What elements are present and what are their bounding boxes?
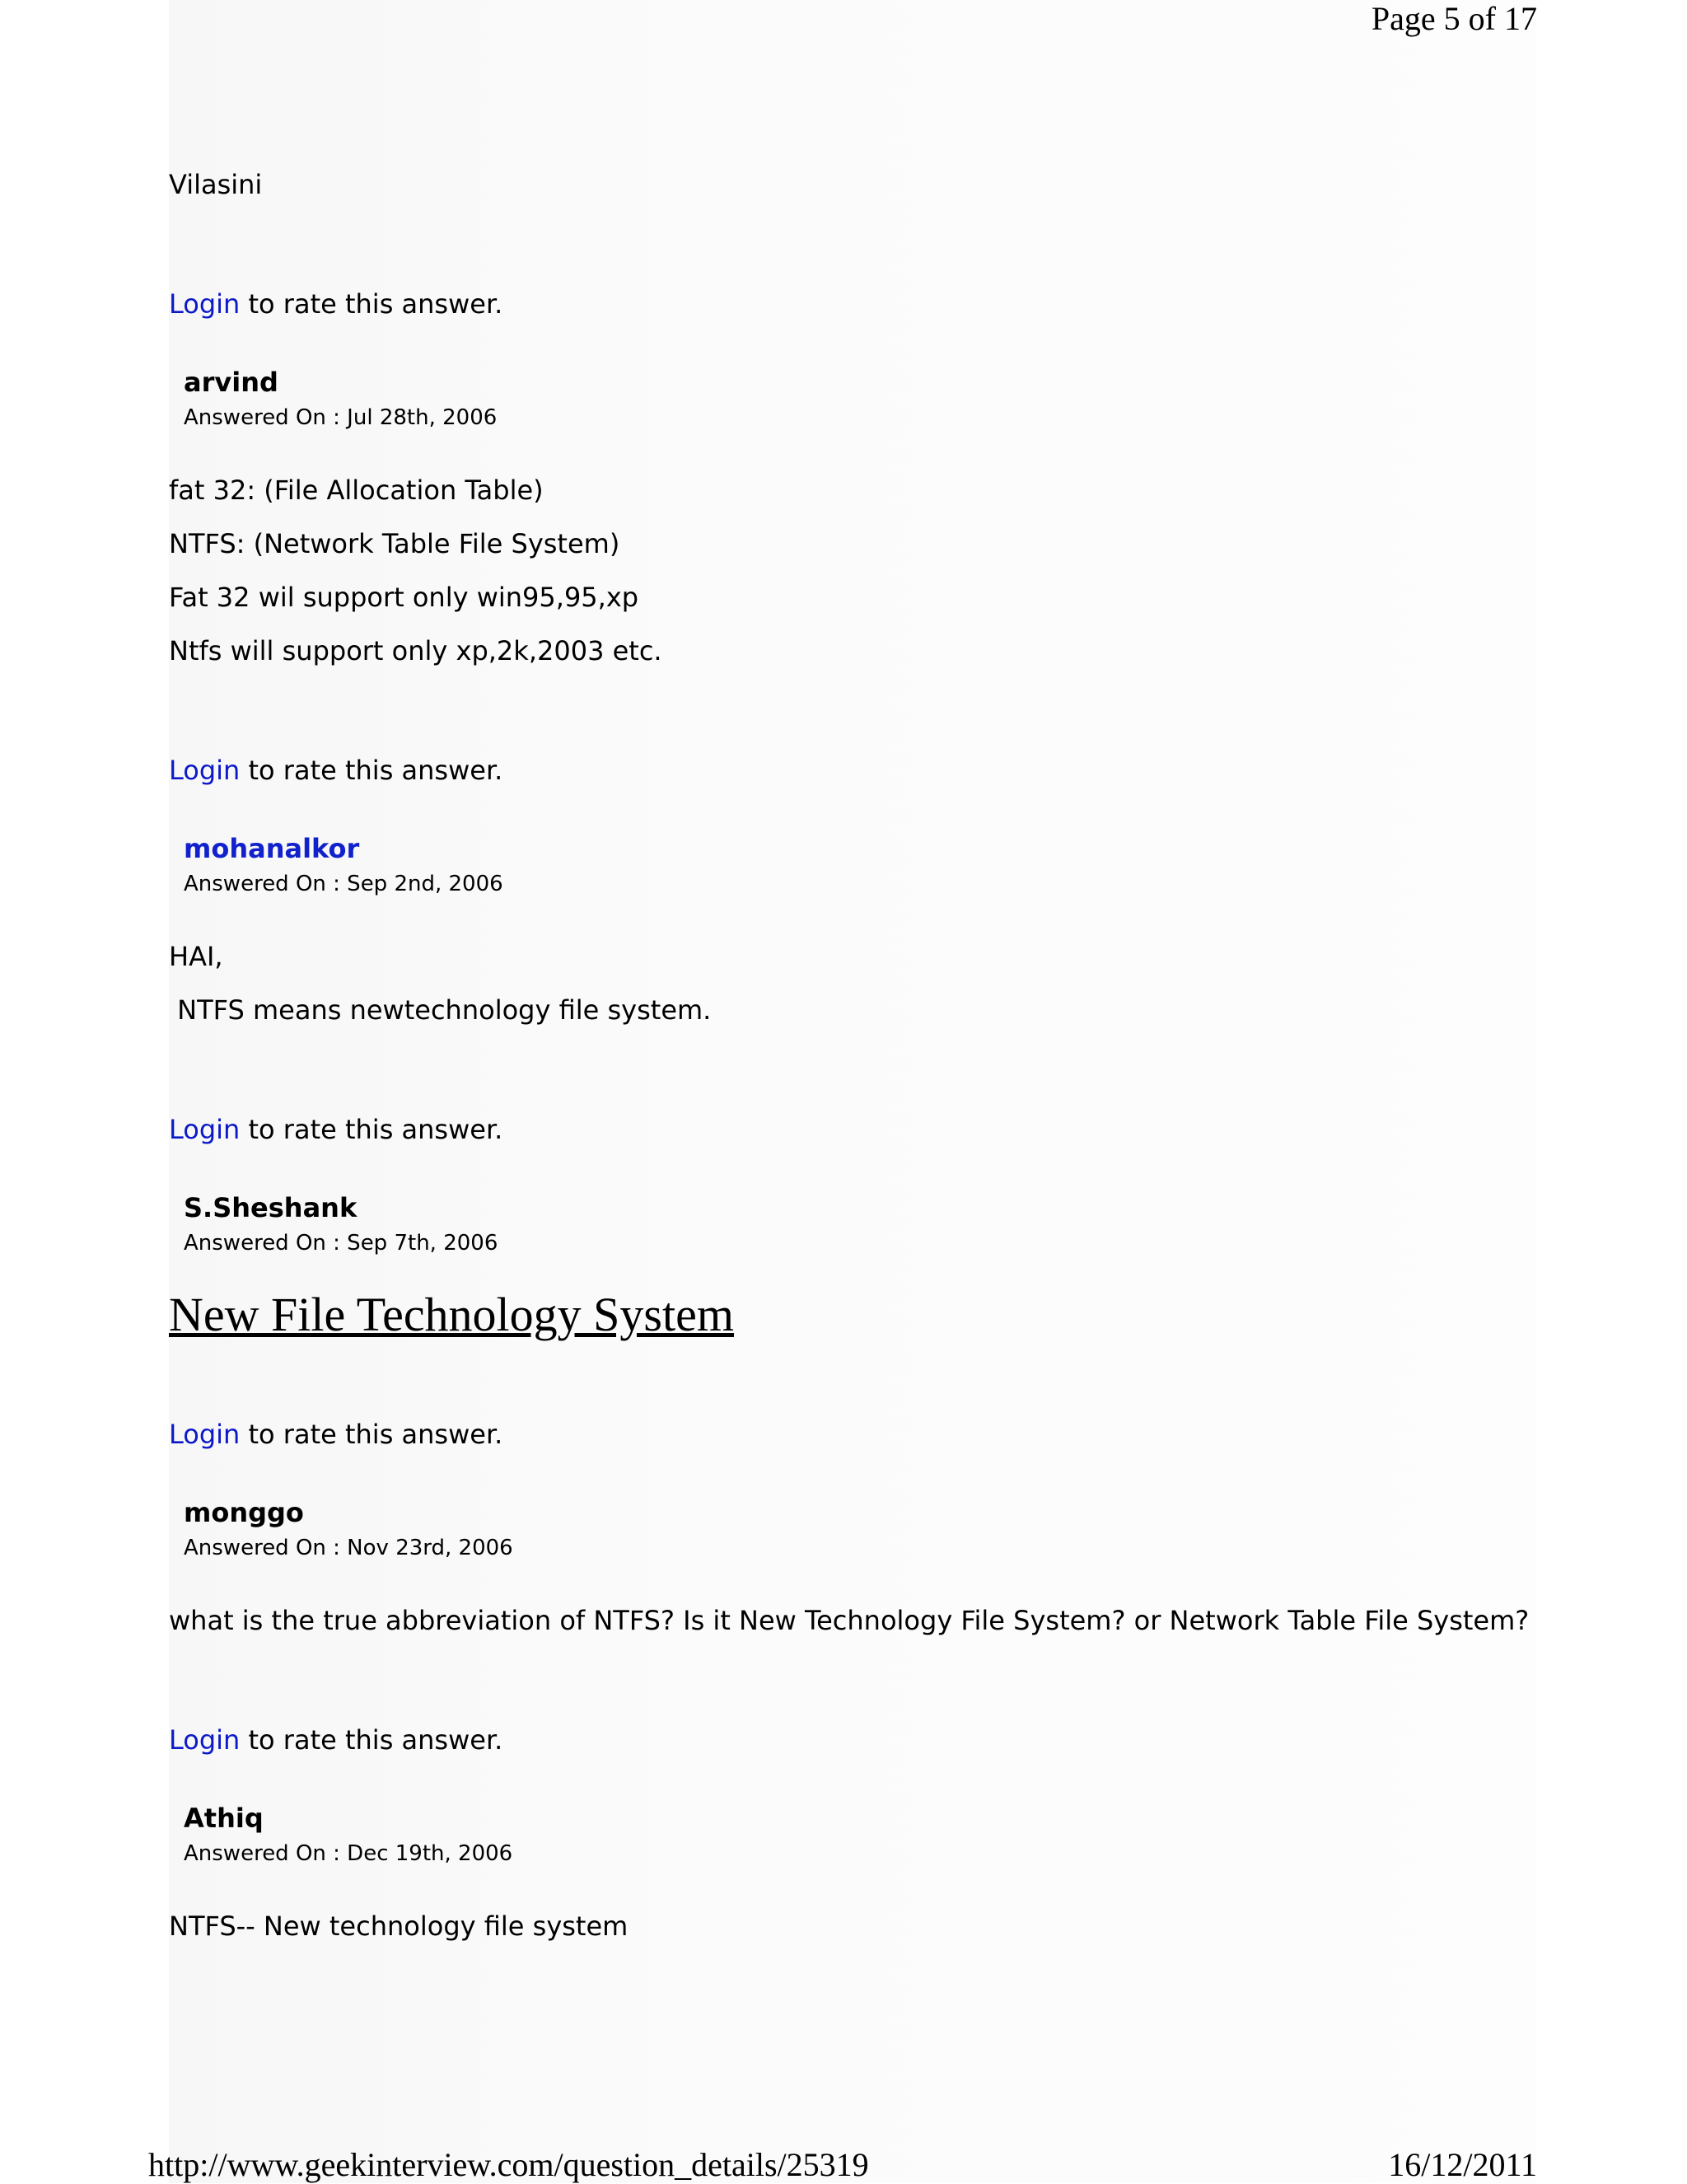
answer-date: Answered On : Nov 23rd, 2006 xyxy=(184,1536,513,1560)
rate-answer-line xyxy=(169,288,502,320)
previous-answer-signature: Vilasini xyxy=(169,169,263,200)
answer-text-line: NTFS: (Network Table File System) xyxy=(169,528,620,559)
answer-author: S.Sheshank xyxy=(184,1192,357,1223)
answer-date: Answered On : Sep 7th, 2006 xyxy=(184,1231,498,1256)
rate-answer-text: to rate this answer. xyxy=(240,1419,503,1450)
answer-date: Answered On : Dec 19th, 2006 xyxy=(184,1841,513,1866)
answer-author-link[interactable]: mohanalkor xyxy=(184,833,360,864)
answer-date: Answered On : Jul 28th, 2006 xyxy=(184,405,498,430)
answer-text-line: what is the true abbreviation of NTFS? Is it New Technology File System? or Network Table File System? xyxy=(169,1605,1530,1636)
login-link[interactable]: Login xyxy=(169,1114,241,1145)
login-link[interactable]: Login xyxy=(169,1724,241,1756)
rate-answer-line xyxy=(169,754,502,787)
login-link[interactable]: Login xyxy=(169,755,241,786)
footer-url: http://www.geekinterview.com/question_details/25319 xyxy=(148,2146,869,2183)
answer-text-line: Ntfs will support only xp,2k,2003 etc. xyxy=(169,635,662,666)
answer-text-line: HAI, xyxy=(169,941,223,972)
rate-answer-line xyxy=(169,1723,502,1756)
rate-answer-text: to rate this answer. xyxy=(240,1114,503,1145)
rate-answer-text: to rate this answer. xyxy=(240,755,503,786)
login-link[interactable]: Login xyxy=(169,288,241,320)
answer-text-line: Fat 32 wil support only win95,95,xp xyxy=(169,582,639,613)
answer-date: Answered On : Sep 2nd, 2006 xyxy=(184,872,503,896)
answer-text-line: NTFS-- New technology file system xyxy=(169,1910,629,1942)
rate-answer-line xyxy=(169,1113,502,1146)
answer-author: Athiq xyxy=(184,1803,264,1834)
answer-heading-link[interactable]: New File Technology System xyxy=(169,1288,734,1341)
answer-text-line: fat 32: (File Allocation Table) xyxy=(169,475,544,506)
answer-author: arvind xyxy=(184,367,278,398)
answer-text-line: NTFS means newtechnology file system. xyxy=(169,994,712,1026)
rate-answer-line xyxy=(169,1418,502,1451)
login-link[interactable]: Login xyxy=(169,1419,241,1450)
rate-answer-text: to rate this answer. xyxy=(240,1724,503,1756)
footer-date: 16/12/2011 xyxy=(1388,2146,1537,2183)
answer-author: monggo xyxy=(184,1497,304,1528)
rate-answer-text: to rate this answer. xyxy=(240,288,503,320)
page-indicator: Page 5 of 17 xyxy=(1371,0,1537,37)
